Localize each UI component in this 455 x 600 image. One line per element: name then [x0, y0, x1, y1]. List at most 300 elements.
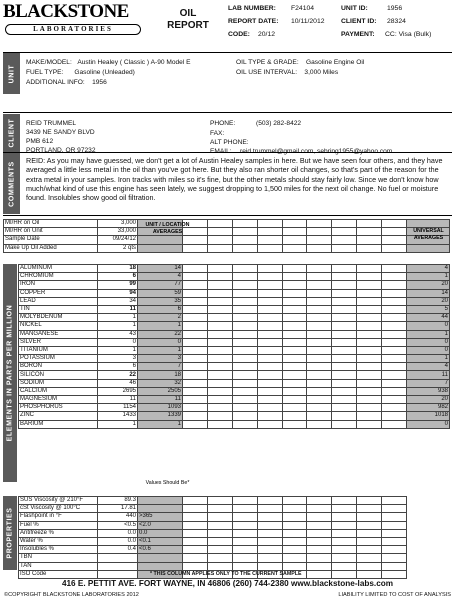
lab-number-label: LAB NUMBER:	[228, 5, 276, 12]
element-value: 1	[98, 322, 138, 330]
element-history-cell	[357, 273, 382, 281]
property-value: 0.4	[98, 546, 138, 554]
element-history-cell	[357, 387, 382, 395]
fuel-type-label: FUEL TYPE:	[26, 69, 64, 76]
property-history-cell	[257, 537, 282, 545]
element-history-cell	[357, 412, 382, 420]
lab-address: 416 E. PETTIT AVE. FORT WAYNE, IN 46806 (260) 744-2380 www.blackstone-labs.com	[61, 579, 394, 588]
element-history-cell	[382, 314, 407, 322]
unit-id-label: UNIT ID:	[341, 5, 368, 12]
element-universal: 20	[407, 297, 450, 305]
element-value: 18	[98, 265, 138, 273]
element-history-cell	[183, 355, 208, 363]
element-history-cell	[282, 281, 307, 289]
element-history-cell	[257, 363, 282, 371]
element-history-cell	[332, 330, 357, 338]
element-history-cell	[382, 371, 407, 379]
property-history-cell	[357, 537, 382, 545]
element-history-cell	[207, 265, 232, 273]
element-history-cell	[232, 346, 257, 354]
element-name: TITANIUM	[19, 346, 98, 354]
element-history-cell	[257, 404, 282, 412]
additional-info-label: ADDITIONAL INFO:	[26, 79, 85, 86]
element-unit-avg: 0	[138, 338, 183, 346]
sample-label: MI/HR on Oil	[4, 220, 98, 228]
report-title	[153, 8, 223, 32]
element-history-cell	[382, 289, 407, 297]
phone-label: PHONE:	[210, 120, 236, 127]
property-history-cell	[207, 537, 232, 545]
element-universal: 4	[407, 265, 450, 273]
element-history-cell	[307, 387, 332, 395]
property-name: Water %	[19, 537, 98, 545]
element-name: SILICON	[19, 371, 98, 379]
element-name: ALUMINUM	[19, 265, 98, 273]
sample-label: Make Up Oil Added	[4, 244, 98, 252]
element-history-cell	[357, 420, 382, 428]
element-history-cell	[207, 297, 232, 305]
element-history-cell	[257, 289, 282, 297]
client-address-1: 3439 NE SANDY BLVD	[26, 129, 95, 136]
element-history-cell	[207, 322, 232, 330]
element-history-cell	[357, 297, 382, 305]
property-history-cell	[282, 554, 307, 562]
element-history-cell	[207, 355, 232, 363]
element-universal: 14	[407, 289, 450, 297]
element-universal: 20	[407, 281, 450, 289]
sample-unit-avg	[138, 236, 183, 244]
element-history-cell	[207, 338, 232, 346]
element-history-cell	[232, 355, 257, 363]
property-history-cell	[282, 562, 307, 570]
element-row	[19, 346, 450, 354]
lab-number-value: F24104	[291, 5, 315, 12]
element-history-cell	[332, 346, 357, 354]
sample-label: Sample Date	[4, 236, 98, 244]
element-history-cell	[307, 363, 332, 371]
sample-history-cell	[232, 228, 257, 236]
element-history-cell	[282, 346, 307, 354]
element-history-cell	[183, 305, 208, 313]
element-history-cell	[257, 379, 282, 387]
element-history-cell	[382, 420, 407, 428]
property-history-cell	[357, 554, 382, 562]
element-history-cell	[257, 273, 282, 281]
element-history-cell	[307, 297, 332, 305]
element-history-cell	[282, 363, 307, 371]
element-history-cell	[382, 273, 407, 281]
element-history-cell	[382, 346, 407, 354]
element-history-cell	[282, 289, 307, 297]
element-history-cell	[183, 371, 208, 379]
property-history-cell	[232, 521, 257, 529]
element-unit-avg: 4	[138, 273, 183, 281]
element-unit-avg: 1339	[138, 412, 183, 420]
sample-history-cell	[382, 244, 407, 252]
element-history-cell	[307, 420, 332, 428]
property-history-cell	[257, 497, 282, 505]
element-unit-avg: 59	[138, 289, 183, 297]
element-history-cell	[282, 371, 307, 379]
property-history-cell	[282, 529, 307, 537]
element-value: 1	[98, 314, 138, 322]
element-history-cell	[357, 371, 382, 379]
sample-history-cell	[357, 236, 382, 244]
property-history-cell	[207, 497, 232, 505]
element-history-cell	[183, 387, 208, 395]
property-name: cSt Viscosity @ 100°C	[19, 505, 98, 513]
client-address-3: PORTLAND, OR 97232	[26, 147, 96, 154]
property-should-be	[138, 554, 183, 562]
element-history-cell	[357, 281, 382, 289]
element-history-cell	[207, 420, 232, 428]
property-history-cell	[282, 497, 307, 505]
property-history-cell	[357, 570, 382, 578]
element-history-cell	[282, 338, 307, 346]
property-history-cell	[382, 546, 407, 554]
element-history-cell	[232, 314, 257, 322]
element-history-cell	[357, 322, 382, 330]
element-history-cell	[257, 314, 282, 322]
element-value: 1154	[98, 404, 138, 412]
element-history-cell	[232, 273, 257, 281]
element-name: NICKEL	[19, 322, 98, 330]
additional-info-value: 1956	[92, 79, 107, 86]
property-history-cell	[357, 497, 382, 505]
element-history-cell	[282, 387, 307, 395]
property-row	[19, 537, 450, 545]
element-history-cell	[357, 305, 382, 313]
element-history-cell	[207, 396, 232, 404]
element-value: 1433	[98, 412, 138, 420]
element-history-cell	[357, 355, 382, 363]
property-history-cell	[282, 513, 307, 521]
element-history-cell	[183, 412, 208, 420]
property-history-cell	[232, 562, 257, 570]
property-row	[19, 521, 450, 529]
element-history-cell	[257, 420, 282, 428]
sample-value: 3,000	[98, 220, 138, 228]
element-history-cell	[257, 412, 282, 420]
element-history-cell	[207, 412, 232, 420]
fuel-type-row	[26, 69, 135, 76]
element-history-cell	[357, 396, 382, 404]
email-label: EMAIL:	[210, 148, 232, 155]
comments-section-label: COMMENTS	[8, 160, 15, 207]
sample-history-cell	[183, 236, 208, 244]
element-name: COPPER	[19, 289, 98, 297]
property-history-cell	[307, 546, 332, 554]
sample-history-cell	[207, 236, 232, 244]
values-should-be-header: Values Should Be*	[145, 480, 190, 486]
element-history-cell	[207, 363, 232, 371]
unit-section	[3, 52, 452, 94]
element-name: TIN	[19, 305, 98, 313]
element-history-cell	[332, 371, 357, 379]
element-history-cell	[357, 338, 382, 346]
element-value: 94	[98, 289, 138, 297]
property-row	[19, 554, 450, 562]
element-universal: 1018	[407, 412, 450, 420]
sample-value: 09/24/12	[98, 236, 138, 244]
element-history-cell	[207, 305, 232, 313]
elements-section-bar	[3, 264, 17, 482]
property-history-cell	[357, 546, 382, 554]
element-history-cell	[183, 289, 208, 297]
element-unit-avg: 77	[138, 281, 183, 289]
property-value	[98, 554, 138, 562]
property-history-cell	[183, 554, 208, 562]
element-history-cell	[232, 363, 257, 371]
element-history-cell	[307, 289, 332, 297]
sample-history-cell	[257, 236, 282, 244]
make-model-label: MAKE/MODEL:	[26, 59, 72, 66]
properties-section-label: PROPERTIES	[6, 507, 14, 559]
element-name: BORON	[19, 363, 98, 371]
element-name: IRON	[19, 281, 98, 289]
element-history-cell	[307, 314, 332, 322]
element-history-cell	[382, 265, 407, 273]
element-history-cell	[332, 363, 357, 371]
element-unit-avg: 1093	[138, 404, 183, 412]
element-history-cell	[307, 265, 332, 273]
property-name: SUS Viscosity @ 210°F	[19, 497, 98, 505]
property-history-cell	[382, 562, 407, 570]
property-history-cell	[257, 554, 282, 562]
property-value: 17.81	[98, 505, 138, 513]
sample-history-cell	[207, 228, 232, 236]
element-history-cell	[307, 305, 332, 313]
element-history-cell	[307, 330, 332, 338]
element-history-cell	[207, 289, 232, 297]
alt-phone-label: ALT PHONE:	[210, 139, 249, 146]
element-history-cell	[357, 404, 382, 412]
element-unit-avg: 11	[138, 396, 183, 404]
element-history-cell	[232, 371, 257, 379]
sample-info-table	[3, 219, 450, 253]
element-history-cell	[307, 322, 332, 330]
sample-history-cell	[207, 244, 232, 252]
element-row	[19, 420, 450, 428]
element-history-cell	[183, 281, 208, 289]
sample-history-cell	[332, 236, 357, 244]
element-history-cell	[232, 404, 257, 412]
element-value: 3	[98, 355, 138, 363]
unit-averages-header: UNIT / LOCATION AVERAGES	[145, 222, 190, 235]
element-universal: 5	[407, 305, 450, 313]
element-history-cell	[232, 322, 257, 330]
property-history-cell	[332, 497, 357, 505]
sample-history-cell	[257, 244, 282, 252]
element-row	[19, 330, 450, 338]
element-history-cell	[332, 338, 357, 346]
property-history-cell	[207, 546, 232, 554]
property-history-cell	[207, 513, 232, 521]
blackstone-logo	[3, 2, 143, 44]
property-spacer	[407, 562, 450, 570]
element-history-cell	[282, 355, 307, 363]
property-history-cell	[332, 521, 357, 529]
comments-section	[3, 152, 452, 214]
element-history-cell	[207, 330, 232, 338]
sample-history-cell	[357, 220, 382, 228]
property-row	[19, 562, 450, 570]
element-universal: 44	[407, 314, 450, 322]
element-name: MOLYBDENUM	[19, 314, 98, 322]
property-history-cell	[382, 513, 407, 521]
liability-text: LIABILITY LIMITED TO COST OF ANALYSIS	[338, 592, 451, 598]
element-history-cell	[382, 404, 407, 412]
element-unit-avg: 6	[138, 305, 183, 313]
element-history-cell	[382, 412, 407, 420]
oil-type-value: Gasoline Engine Oil	[306, 59, 365, 66]
properties-table	[18, 496, 450, 579]
property-history-cell	[183, 513, 208, 521]
property-history-cell	[183, 497, 208, 505]
property-history-cell	[183, 529, 208, 537]
property-history-cell	[257, 513, 282, 521]
element-history-cell	[282, 420, 307, 428]
sample-history-cell	[232, 220, 257, 228]
code-label: CODE:	[228, 31, 250, 38]
property-should-be: >365	[138, 513, 183, 521]
property-history-cell	[183, 562, 208, 570]
property-history-cell	[357, 513, 382, 521]
element-history-cell	[207, 371, 232, 379]
element-name: MANGANESE	[19, 330, 98, 338]
make-model-value: Austin Healey ( Classic ) A-90 Model E	[77, 59, 191, 66]
element-history-cell	[307, 379, 332, 387]
property-history-cell	[357, 521, 382, 529]
sample-history-cell	[307, 220, 332, 228]
element-history-cell	[232, 412, 257, 420]
element-history-cell	[232, 281, 257, 289]
element-history-cell	[183, 338, 208, 346]
element-history-cell	[282, 404, 307, 412]
sample-history-cell	[382, 236, 407, 244]
element-value: 6	[98, 273, 138, 281]
element-name: POTASSIUM	[19, 355, 98, 363]
property-history-cell	[232, 513, 257, 521]
property-history-cell	[207, 521, 232, 529]
property-name: TBN	[19, 554, 98, 562]
property-history-cell	[382, 521, 407, 529]
element-value: 99	[98, 281, 138, 289]
element-history-cell	[257, 387, 282, 395]
sample-history-cell	[357, 228, 382, 236]
property-value	[98, 570, 138, 578]
property-spacer	[407, 529, 450, 537]
report-header	[3, 2, 452, 44]
element-history-cell	[183, 330, 208, 338]
sample-history-cell	[257, 228, 282, 236]
sample-history-cell	[382, 228, 407, 236]
element-history-cell	[382, 363, 407, 371]
property-history-cell	[307, 521, 332, 529]
property-spacer	[407, 537, 450, 545]
element-value: 46	[98, 379, 138, 387]
sample-history-cell	[357, 244, 382, 252]
element-row	[19, 371, 450, 379]
sample-label: MI/HR on Unit	[4, 228, 98, 236]
property-history-cell	[382, 497, 407, 505]
element-universal: 0	[407, 322, 450, 330]
element-row	[19, 404, 450, 412]
element-universal: 938	[407, 387, 450, 395]
logo-subtitle: LABORATORIES	[5, 24, 141, 35]
property-should-be	[138, 505, 183, 513]
property-history-cell	[332, 537, 357, 545]
element-history-cell	[307, 346, 332, 354]
property-history-cell	[382, 570, 407, 578]
element-history-cell	[282, 322, 307, 330]
property-history-cell	[232, 497, 257, 505]
property-history-cell	[307, 513, 332, 521]
element-history-cell	[183, 314, 208, 322]
property-row	[19, 529, 450, 537]
element-name: CALCIUM	[19, 387, 98, 395]
property-should-be	[138, 562, 183, 570]
element-history-cell	[357, 289, 382, 297]
property-history-cell	[232, 554, 257, 562]
element-value: 11	[98, 396, 138, 404]
element-history-cell	[307, 273, 332, 281]
element-value: 2695	[98, 387, 138, 395]
property-history-cell	[232, 505, 257, 513]
element-history-cell	[183, 420, 208, 428]
client-divider	[3, 112, 452, 113]
element-history-cell	[282, 412, 307, 420]
property-history-cell	[332, 505, 357, 513]
property-name: ISO Code	[19, 570, 98, 578]
element-name: MAGNESIUM	[19, 396, 98, 404]
property-value	[98, 562, 138, 570]
element-history-cell	[183, 363, 208, 371]
element-history-cell	[307, 412, 332, 420]
element-unit-avg: 2505	[138, 387, 183, 395]
element-history-cell	[232, 330, 257, 338]
element-row	[19, 322, 450, 330]
element-history-cell	[257, 305, 282, 313]
element-universal: 0	[407, 420, 450, 428]
element-history-cell	[207, 314, 232, 322]
property-history-cell	[207, 554, 232, 562]
sample-history-cell	[183, 244, 208, 252]
element-history-cell	[257, 355, 282, 363]
element-history-cell	[332, 420, 357, 428]
data-divider	[3, 215, 452, 216]
element-history-cell	[307, 355, 332, 363]
client-section	[3, 116, 452, 155]
sample-history-cell	[307, 236, 332, 244]
property-should-be: <0.1	[138, 537, 183, 545]
element-history-cell	[307, 338, 332, 346]
element-universal: 982	[407, 404, 450, 412]
property-history-cell	[332, 546, 357, 554]
element-history-cell	[207, 387, 232, 395]
element-history-cell	[257, 346, 282, 354]
element-value: 0	[98, 338, 138, 346]
element-row	[19, 297, 450, 305]
sample-history-cell	[282, 236, 307, 244]
element-name: BARIUM	[19, 420, 98, 428]
element-history-cell	[232, 297, 257, 305]
element-name: LEAD	[19, 297, 98, 305]
element-unit-avg: 1	[138, 420, 183, 428]
code-value: 20/12	[258, 31, 276, 38]
element-unit-avg: 1	[138, 322, 183, 330]
element-history-cell	[232, 305, 257, 313]
